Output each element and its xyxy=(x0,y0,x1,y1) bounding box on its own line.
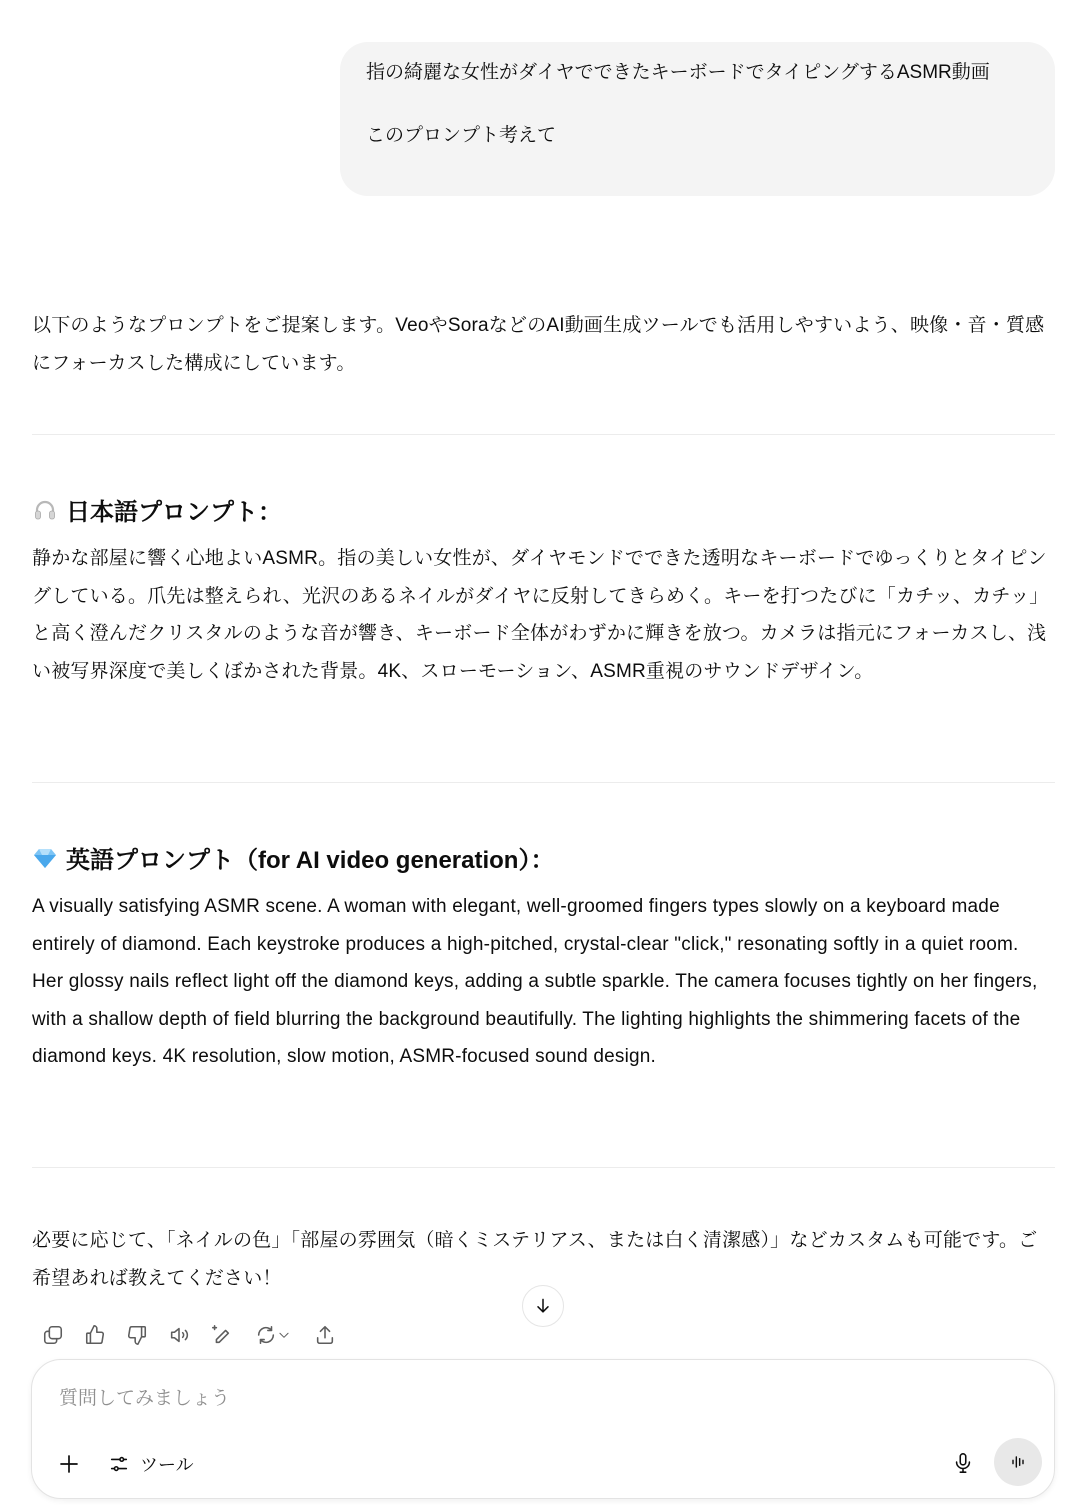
closing-text: 必要に応じて、「ネイルの色」「部屋の雰囲気（暗くミステリアス、または白く清潔感）」などカスタムも可能です。ご希望あれば教えてください！ xyxy=(32,1230,1038,1289)
regenerate-button[interactable] xyxy=(242,1320,304,1350)
edit-canvas-button[interactable] xyxy=(200,1320,242,1350)
intro-text: 以下のようなプロンプトをご提案します。VeoやSoraなどのAI動画生成ツールでも活用しやすいよう、映像・音・質感にフォーカスした構成にしています。 xyxy=(32,315,1045,374)
share-button[interactable] xyxy=(304,1320,346,1350)
arrow-down-icon xyxy=(533,1296,553,1316)
speaker-icon xyxy=(168,1324,190,1346)
divider xyxy=(32,782,1055,783)
divider xyxy=(32,1167,1055,1168)
sliders-icon xyxy=(108,1453,130,1475)
copy-button[interactable] xyxy=(32,1320,74,1350)
thumbs-down-button[interactable] xyxy=(116,1320,158,1350)
section-heading xyxy=(32,840,1055,875)
gem-icon xyxy=(32,845,58,871)
composer xyxy=(31,1359,1055,1499)
divider xyxy=(32,434,1055,435)
voice-mode-button[interactable] xyxy=(994,1438,1042,1486)
share-icon xyxy=(314,1324,336,1346)
scroll-to-bottom-button[interactable] xyxy=(522,1285,564,1327)
japanese-prompt-text: 静かな部屋に響く心地よいASMR。指の美しい女性が、ダイヤモンドでできた透明なキーボードでゆっくりとタイピングしている。爪先は整えられ、光沢のあるネイルがダイヤに反射してきらめく。キーを打つたびに「カチッ、カチッ」と高く澄んだクリスタルのような音が響き、キーボード全体がわずかに輝きを放つ。カメラは指元にフォーカスし、浅い被写界深度で美しくぼかされた背景。4K、スローモーション、ASMR重視のサウンドデザイン。 xyxy=(32,548,1049,682)
user-message-line1: 指の綺麗な女性がダイヤでできたキーボードでタイピングするASMR動画 xyxy=(366,62,990,83)
assistant-intro xyxy=(32,307,1055,382)
blank-line xyxy=(366,89,1029,120)
prompt-input[interactable] xyxy=(59,1384,959,1414)
chevron-down-icon xyxy=(277,1328,291,1342)
thumbs-up-icon xyxy=(84,1324,106,1346)
sparkle-pencil-icon xyxy=(210,1324,232,1346)
read-aloud-button[interactable] xyxy=(158,1320,200,1350)
section-japanese-prompt xyxy=(32,492,1055,690)
user-message-line2: このプロンプト考えて xyxy=(366,124,557,146)
message-actions xyxy=(32,1320,346,1350)
voice-waveform-icon xyxy=(1008,1452,1028,1472)
add-attachment-button[interactable] xyxy=(52,1447,86,1481)
heading-text: 日本語プロンプト： xyxy=(66,499,282,526)
thumbs-down-icon xyxy=(126,1324,148,1346)
tools-label: ツール xyxy=(140,1455,194,1475)
section-heading xyxy=(32,492,1055,527)
section-english-prompt xyxy=(32,840,1055,1076)
microphone-icon xyxy=(952,1451,974,1475)
heading-text: 英語プロンプト（for AI video generation）： xyxy=(66,847,555,874)
regenerate-icon xyxy=(255,1324,277,1346)
user-message-bubble xyxy=(340,42,1055,196)
thumbs-up-button[interactable] xyxy=(74,1320,116,1350)
copy-icon xyxy=(42,1324,64,1346)
english-prompt-text: A visually satisfying ASMR scene. A woman with elegant, well-groomed fingers types slowly on a keyboard made entirely of diamond. Each keystroke produces a high-pitched, crystal-clear "click," resonating softly in a quiet room. Her glossy nails reflect light off the diamond keys, adding a subtle sparkle. The camera focuses tightly on her fingers, with a shallow depth of field blurring the background beautifully. The lighting highlights the shimmering facets of the diamond keys. 4K resolution, slow motion, ASMR-focused sound design. xyxy=(32,896,1038,1067)
dictate-button[interactable] xyxy=(946,1446,980,1480)
plus-icon xyxy=(57,1452,81,1476)
tools-button[interactable] xyxy=(102,1447,200,1481)
headphones-icon xyxy=(32,497,58,523)
